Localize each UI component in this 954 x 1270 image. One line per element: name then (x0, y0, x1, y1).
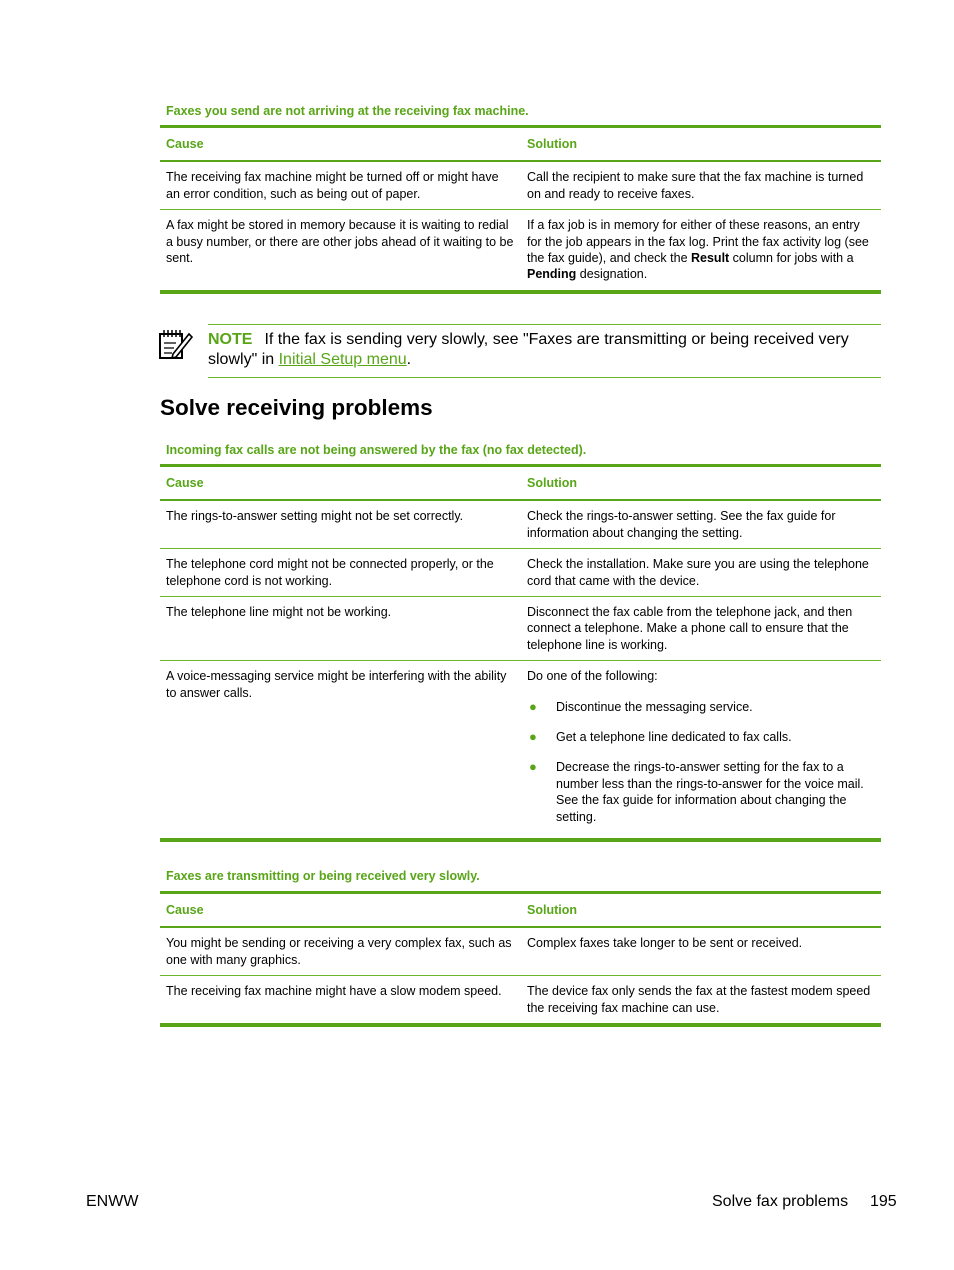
column-header-solution: Solution (521, 893, 881, 928)
list-item-text: Decrease the rings-to-answer setting for the fax to a number less than the rings-to-answer for the voice mail. See the fax guide for information about changing the setting. (556, 760, 864, 824)
cause-cell: The rings-to-answer setting might not be set correctly. (160, 500, 521, 548)
note-icon (158, 326, 194, 362)
result-column-label: Result (691, 251, 730, 266)
table-row (160, 549, 881, 597)
table-caption-no-fax-detected: Incoming fax calls are not being answered by the fax (no fax detected). (166, 443, 587, 457)
solution-cell: The device fax only sends the fax at the fastest modem speed the receiving fax machine can use. (521, 976, 881, 1025)
solution-intro: Do one of the following: (527, 669, 658, 684)
list-item (527, 759, 875, 825)
table-caption-not-arriving: Faxes you send are not arriving at the receiving fax machine. (166, 104, 529, 118)
table-row (160, 661, 881, 840)
table-row (160, 210, 881, 292)
note-label: NOTE (208, 331, 253, 348)
list-item (527, 729, 875, 745)
bullet-icon: ● (529, 729, 537, 745)
note-text-end: . (406, 351, 412, 368)
section-heading: Solve receiving problems (160, 395, 433, 420)
solution-cell (521, 210, 881, 292)
table-row (160, 927, 881, 975)
page-number: 195 (870, 1193, 897, 1210)
cause-cell: A voice-messaging service might be interfering with the ability to answer calls. (160, 661, 521, 840)
footer-label: ENWW (86, 1193, 139, 1210)
column-header-cause: Cause (160, 127, 521, 162)
solution-cell (521, 661, 881, 840)
bullet-icon: ● (529, 759, 537, 775)
column-header-cause: Cause (160, 466, 521, 501)
solution-bullet-list (527, 699, 875, 825)
solution-cell: Check the rings-to-answer setting. See the fax guide for information about changing the setting. (521, 500, 881, 548)
note-box (208, 324, 881, 378)
cause-cell: You might be sending or receiving a very complex fax, such as one with many graphics. (160, 927, 521, 975)
bullet-icon: ● (529, 698, 537, 714)
cause-cell: A fax might be stored in memory because it is waiting to redial a busy number, or there are other jobs ahead of it waiting to be sent. (160, 210, 521, 292)
table-row (160, 500, 881, 548)
list-item-text: Discontinue the messaging service. (556, 699, 753, 714)
cause-cell: The receiving fax machine might have a slow modem speed. (160, 976, 521, 1025)
cause-cell: The receiving fax machine might be turned off or might have an error condition, such as being out of paper. (160, 161, 521, 209)
table-row (160, 161, 881, 209)
pending-label: Pending (527, 267, 577, 282)
slow-fax-table (160, 891, 881, 1027)
table-row (160, 976, 881, 1025)
column-header-solution: Solution (521, 127, 881, 162)
initial-setup-menu-link[interactable]: Initial Setup menu (278, 351, 407, 368)
column-header-cause: Cause (160, 893, 521, 928)
no-fax-detected-table (160, 464, 881, 842)
solution-cell: Call the recipient to make sure that the fax machine is turned on and ready to receive faxes. (521, 161, 881, 209)
table-row (160, 597, 881, 661)
cause-cell: The telephone line might not be working. (160, 597, 521, 661)
table-caption-slow-fax: Faxes are transmitting or being received very slowly. (166, 869, 480, 883)
solution-text: designation. (576, 267, 648, 282)
cause-cell: The telephone cord might not be connected properly, or the telephone cord is not working. (160, 549, 521, 597)
list-item (527, 699, 875, 715)
footer-section-title: Solve fax problems (712, 1193, 849, 1210)
note-text: If the fax is sending very slowly, see "Faxes are transmitting or being received very slowly" in (208, 331, 849, 368)
solution-cell: Disconnect the fax cable from the telephone jack, and then connect a telephone. Make a phone call to ensure that the telephone line is working. (521, 597, 881, 661)
solution-cell: Check the installation. Make sure you are using the telephone cord that came with the device. (521, 549, 881, 597)
solution-cell: Complex faxes take longer to be sent or received. (521, 927, 881, 975)
column-header-solution: Solution (521, 466, 881, 501)
list-item-text: Get a telephone line dedicated to fax calls. (556, 730, 792, 745)
solution-text: If a fax job is in memory for either of these reasons, an entry for the job appears in the fax log. Print the fax activity log (see the fax guide), and check the (527, 218, 869, 266)
not-arriving-table (160, 125, 881, 294)
solution-text: column for jobs with a (729, 251, 854, 266)
